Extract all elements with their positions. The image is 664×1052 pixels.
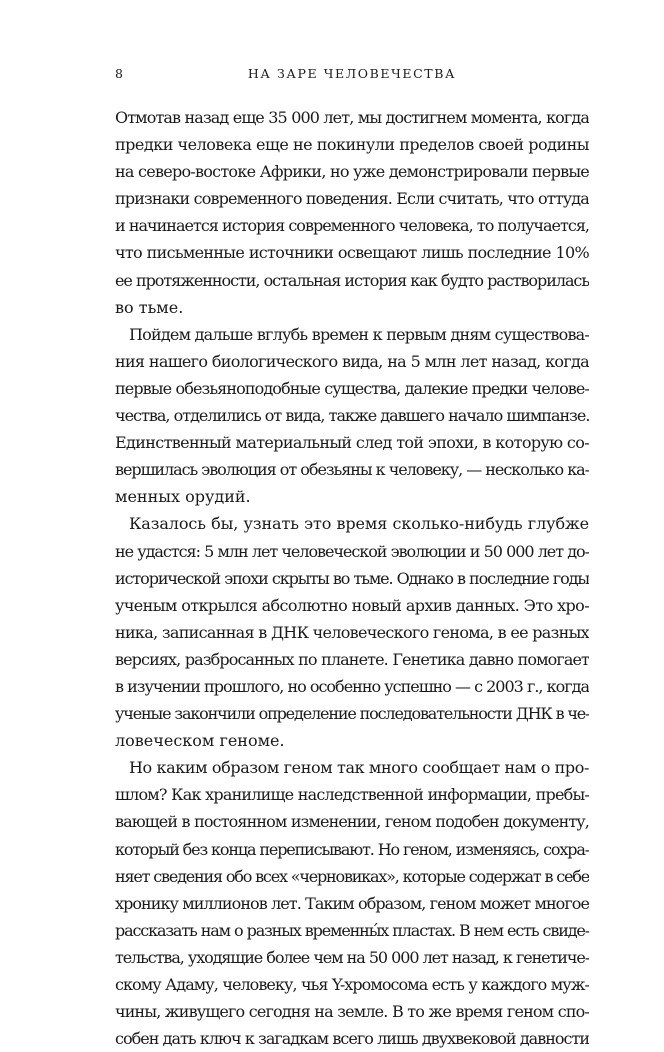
text-line: который без конца переписывают. Но геном, изменяясь, сохра-	[115, 839, 589, 859]
paragraph	[115, 754, 589, 1052]
text-line: ловеческом геноме.	[115, 731, 285, 751]
text-line: признаки современного поведения. Если считать, что оттуда	[115, 189, 589, 209]
text-line: чества, отделились от вида, также давшего начало шимпанзе.	[115, 406, 589, 426]
text-line: Казалось бы, узнать это время сколько-нибудь глубже	[129, 514, 589, 534]
paragraph	[115, 321, 589, 511]
page-number: 8	[115, 66, 125, 81]
text-line: тельства, уходящие более чем на 50 000 лет назад, к генетиче-	[115, 947, 589, 967]
paragraph	[115, 104, 589, 321]
text-line: в изучении прошлого, но особенно успешно — с 2003 г., когда	[115, 676, 589, 696]
text-line: во тьме.	[115, 297, 184, 317]
text-line: ника, записанная в ДНК человеческого генома, в ее разных	[115, 622, 589, 642]
text-line: скому Адаму, человеку, чья Y-хромосома есть у каждого муж-	[115, 975, 589, 994]
text-line: Но каким образом геном так много сообщает нам о про-	[129, 758, 589, 778]
text-line: на северо-востоке Африки, но уже демонстрировали первые	[115, 162, 589, 182]
text-line: первые обезьяноподобные существа, далекие предки челове-	[115, 378, 589, 398]
text-line: ния нашего биологического вида, на 5 млн лет назад, когда	[115, 351, 589, 371]
text-line: что письменные источники освещают лишь последние 10%	[115, 243, 589, 263]
text-line: ученым открылся абсолютно новый архив данных. Это хро-	[115, 595, 589, 615]
text-line: няет сведения обо всех «черновиках», которые содержат в себе	[115, 866, 589, 886]
text-line: ученые закончили определение последовательности ДНК в че-	[115, 704, 589, 724]
running-head	[115, 66, 589, 86]
text-line: менных орудий.	[115, 487, 251, 507]
text-line: вающей в постоянном изменении, геном подобен документу,	[115, 812, 589, 832]
text-line: чины, живущего сегодня на земле. В то же время геном спо-	[115, 1002, 589, 1022]
text-line: хронику миллионов лет. Таким образом, геном может многое	[115, 893, 589, 913]
text-line: Единственный материальный след той эпохи, в которую со-	[115, 433, 589, 453]
text-line: и начинается история современного человека, то получается,	[115, 216, 589, 236]
body-text	[115, 104, 589, 1052]
text-line: шлом? Как хранилище наследственной информации, пребы-	[115, 785, 589, 805]
book-title: НА ЗАРЕ ЧЕЛОВЕЧЕСТВА	[247, 66, 457, 81]
text-line: Пойдем дальше вглубь времен к первым дням существова-	[129, 324, 589, 344]
paragraph	[115, 510, 589, 754]
text-line: Отмотав назад еще 35 000 лет, мы достигнем момента, когда	[115, 108, 589, 127]
text-line: вершилась эволюция от обезьяны к человеку, — несколько ка-	[115, 460, 589, 480]
text-line: собен дать ключ к загадкам всего лишь двухвековой давности	[115, 1029, 589, 1049]
text-line: версиях, разбросанных по планете. Генетика давно помогает	[115, 649, 589, 669]
text-line: рассказать нам о разных временны́х пластах. В нем есть свиде-	[115, 920, 589, 940]
text-line: предки человека еще не покинули пределов своей родины	[115, 135, 589, 155]
text-line: исторической эпохи скрыты во тьме. Однако в последние годы	[115, 568, 589, 588]
text-line: ее протяженности, остальная история как будто растворилась	[115, 270, 589, 290]
text-line: не удастся: 5 млн лет человеческой эволюции и 50 000 лет до-	[115, 541, 589, 561]
